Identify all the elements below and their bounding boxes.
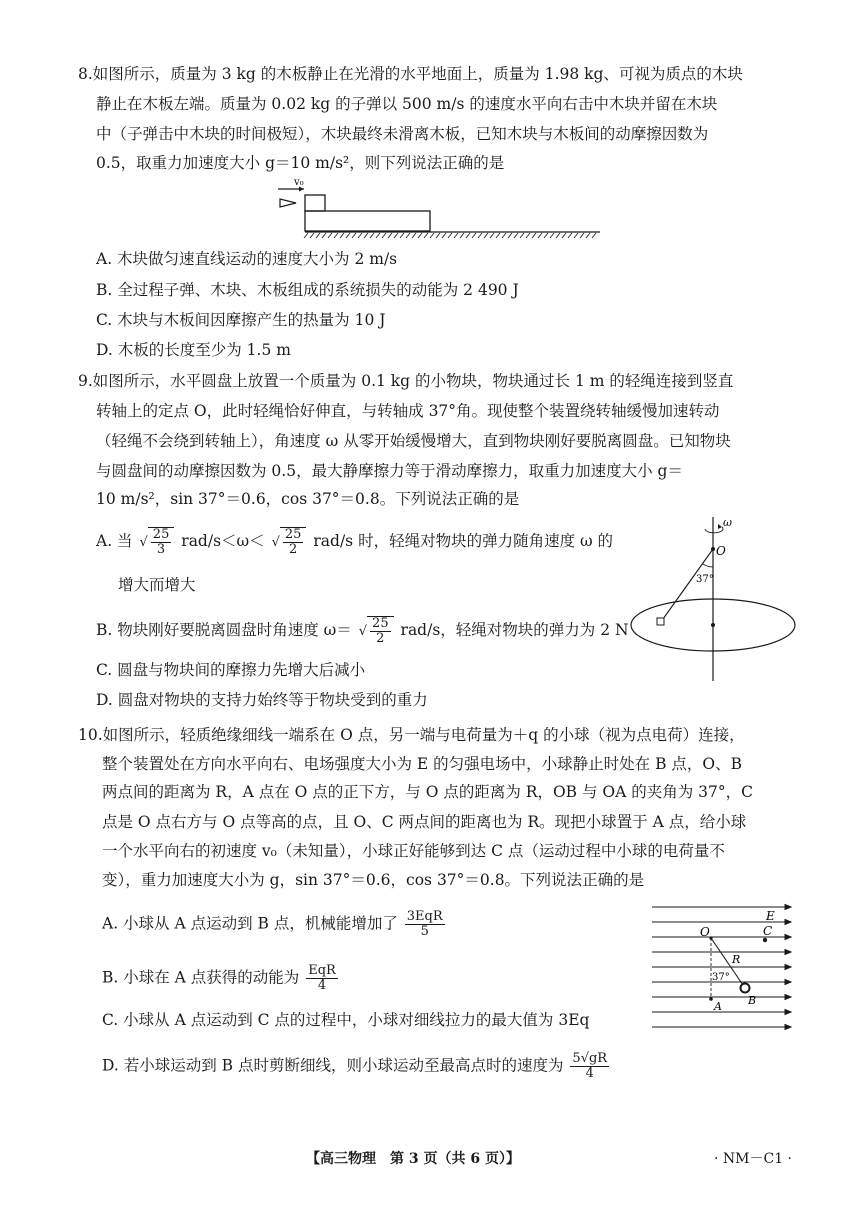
q8-fig-v0-label: v₀ [294, 177, 304, 188]
q10-figure [648, 900, 796, 1030]
q9-opt-b-prefix: B. 物块刚好要脱离圆盘时角速度 ω＝ [96, 621, 352, 639]
q9-opt-a-num-2: 25 [284, 527, 302, 542]
q10-opt-a-den: 5 [420, 924, 429, 939]
q8-line-3: 中（子弹击中木块的时间极短），木块最终未滑离木板，已知木块与木板间的动摩擦因数为 [96, 125, 709, 143]
q9-fig-omega: ω [723, 516, 732, 529]
q10-line-5: 一个水平向右的初速度 v₀（未知量），小球正好能够到达 C 点（运动过程中小球的电荷量不 [102, 842, 725, 860]
q9-opt-a-mid: rad/s＜ω＜ [181, 532, 265, 550]
q10-fig-C: C [763, 924, 773, 938]
q10-fig-R: R [732, 953, 741, 966]
q9-figure [625, 515, 815, 685]
q10-option-d [102, 1052, 611, 1081]
q9-opt-a-den-1: 3 [156, 542, 166, 557]
q10-option-a [102, 910, 447, 939]
q10-fig-E: E [766, 909, 775, 923]
q8-option-a: A. 木块做匀速直线运动的速度大小为 2 m/s [96, 250, 398, 268]
q9-opt-a-sqrt-2: √ $\frac{25}{2}$ [272, 527, 307, 557]
q9-opt-b-sqrt: √ $\frac{25}{2}$ [359, 616, 394, 646]
q10-line-2: 整个装置处在方向水平向右、电场强度大小为 E 的匀强电场中，小球静止时处在 B 点，O、B [102, 755, 743, 773]
q9-option-c: C. 圆盘与物块间的摩擦力先增大后减小 [96, 661, 366, 679]
q8-line-2: 静止在木板左端。质量为 0.02 kg 的子弹以 500 m/s 的速度水平向右击中木块并留在木块 [96, 95, 718, 113]
q9-option-a-line-2: 增大而增大 [118, 576, 196, 594]
page-footer-center: 【高三物理 第 3 页（共 6 页）】 [306, 1151, 520, 1167]
q9-option-d: D. 圆盘对物块的支持力始终等于物块受到的重力 [96, 691, 428, 709]
q10-opt-d-prefix: D. 若小球运动到 B 点时剪断细线，则小球运动至最高点时的速度为 [102, 1056, 564, 1075]
q9-opt-b-num: 25 [372, 616, 389, 631]
q8-option-c: C. 木块与木板间因摩擦产生的热量为 10 J [96, 311, 386, 329]
q10-fig-angle: 37° [712, 972, 730, 983]
q9-opt-a-den-2: 2 [289, 542, 298, 557]
q9-line-5: 10 m/s²，sin 37°＝0.6，cos 37°＝0.8。下列说法正确的是 [96, 490, 520, 508]
q9-opt-a-num-1: 25 [152, 527, 170, 542]
q10-opt-d-den: 4 [585, 1066, 594, 1081]
q10-option-b [102, 964, 340, 993]
page-footer-right: · NM－C1 · [714, 1151, 793, 1167]
q10-line-4: 点是 O 点右方与 O 点等高的点，且 O、C 两点间的距离也为 R。现把小球置于 A 点，给小球 [102, 813, 747, 831]
q9-opt-b-den: 2 [376, 631, 385, 646]
q9-fig-angle: 37° [696, 574, 714, 585]
q9-line-1: 9.如图所示，水平圆盘上放置一个质量为 0.1 kg 的小物块，物块通过长 1 m 的轻绳连接到竖直 [78, 372, 734, 390]
q9-option-b [96, 616, 629, 646]
q10-fig-B: B [748, 994, 757, 1007]
q10-fig-A: A [714, 1000, 722, 1013]
q9-opt-b-suffix: rad/s，轻绳对物块的弹力为 2 N [400, 621, 629, 639]
q10-opt-b-num: EqR [308, 963, 336, 978]
q10-opt-b-prefix: B. 小球在 A 点获得的动能为 [102, 968, 300, 987]
q8-line-4: 0.5，取重力加速度大小 g＝10 m/s²，则下列说法正确的是 [96, 154, 505, 172]
q9-fig-O: O [716, 544, 726, 558]
q9-option-a [96, 527, 613, 557]
q10-line-6: 变），重力加速度大小为 g，sin 37°＝0.6，cos 37°＝0.8。下列说法正确的是 [102, 871, 645, 889]
q9-opt-a-suffix: rad/s 时，轻绳对物块的弹力随角速度 ω 的 [313, 532, 614, 550]
q9-line-4: 与圆盘间的动摩擦因数为 0.5，最大静摩擦力等于滑动摩擦力，取重力加速度大小 g＝ [96, 462, 683, 480]
q9-line-2: 转轴上的定点 O，此时轻绳恰好伸直，与转轴成 37°角。现使整个装置绕转轴缓慢加速转动 [96, 402, 720, 420]
q10-opt-a-prefix: A. 小球从 A 点运动到 B 点，机械能增加了 [102, 914, 398, 933]
q10-fig-O: O [700, 925, 710, 939]
q10-line-1: 10.如图所示，轻质绝缘细线一端系在 O 点，另一端与电荷量为＋q 的小球（视为点电荷）连接， [78, 726, 745, 744]
q10-option-c: C. 小球从 A 点运动到 C 点的过程中，小球对细线拉力的最大值为 3Eq [102, 1011, 590, 1029]
q8-option-b: B. 全过程子弹、木块、木板组成的系统损失的动能为 2 490 J [96, 281, 519, 299]
q8-line-1: 8.如图所示，质量为 3 kg 的木板静止在光滑的水平地面上，质量为 1.98 kg、可视为质点的木块 [78, 65, 743, 83]
q10-opt-b-den: 4 [317, 978, 327, 993]
q10-opt-d-num: 5√gR [572, 1051, 608, 1066]
q10-opt-a-num: 3EqR [406, 909, 443, 924]
q9-opt-a-prefix: A. 当 [96, 532, 133, 550]
q8-figure [270, 176, 600, 242]
q9-opt-a-sqrt-1: √ $\frac{25}{3}$ [140, 527, 175, 557]
q10-line-3: 两点间的距离为 R，A 点在 O 点的正下方，与 O 点的距离为 R，OB 与 OA 的夹角为 37°，C [102, 783, 753, 801]
q8-option-d: D. 木板的长度至少为 1.5 m [96, 341, 291, 359]
q9-line-3: （轻绳不会绕到转轴上），角速度 ω 从零开始缓慢增大，直到物块刚好要脱离圆盘。已知物块 [96, 432, 731, 450]
